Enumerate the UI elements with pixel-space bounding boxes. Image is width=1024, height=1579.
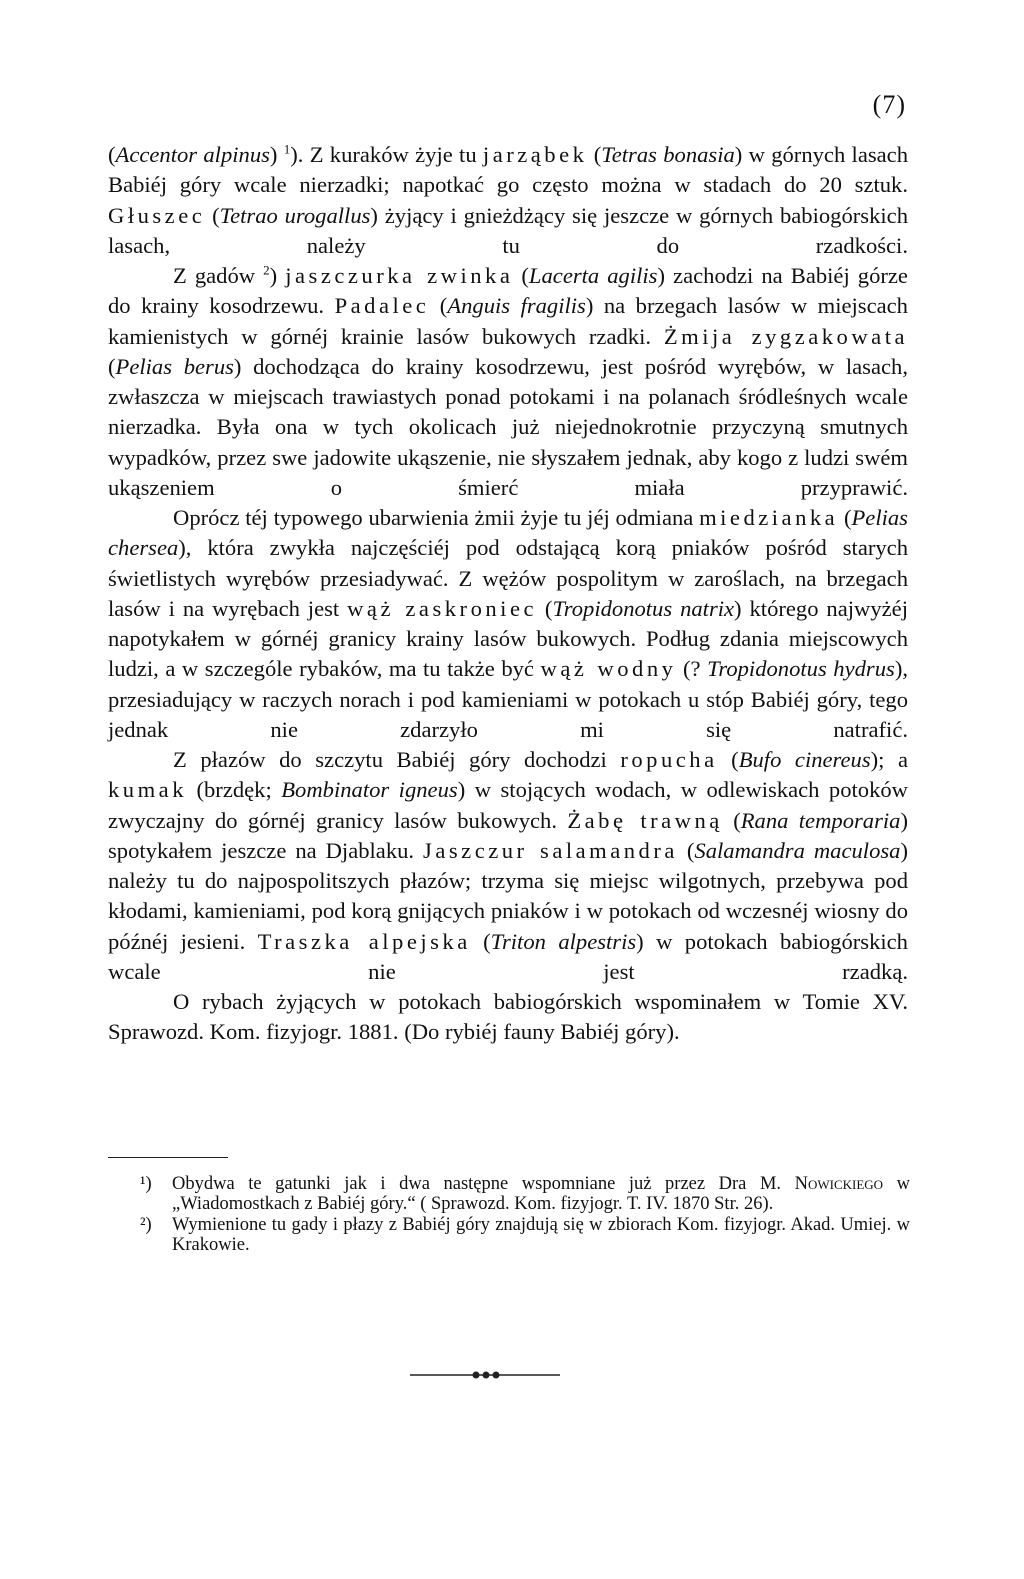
- text-run: (: [587, 142, 602, 167]
- text-run: ) w stojących wodach, w odlewiskach potoków zwyczajny do górnéj granicy lasów bukowych.: [108, 777, 909, 833]
- text-run: ) żyjący i gnieżdżący się jeszcze w górnych babiogórskich lasach, należy tu do rzadkości.: [108, 202, 908, 258]
- footnote-ref: 2: [263, 262, 270, 278]
- latin-name: Tropidonotus hydrus: [707, 656, 895, 682]
- text-run: Obydwa te gatunki jak i dwa następne wspomniane już przez Dra M.: [172, 1174, 795, 1194]
- paragraph: [108, 261, 908, 503]
- species-name-spaced: Żmija zygzakowata: [663, 323, 908, 349]
- species-name-spaced: wąż zaskroniec: [347, 595, 537, 621]
- text-run: w „Wiadomostkach z Babiéj góry.“ ( Sprawozd. Kom. fizyjogr. T. IV. 1870 Str. 26).: [172, 1174, 910, 1214]
- latin-name: Accentor alpinus: [115, 142, 270, 167]
- species-name-spaced: ropucha: [620, 747, 718, 772]
- species-name-spaced: Traszka alpejska: [257, 928, 471, 954]
- latin-name: Tetras bonasia: [601, 142, 735, 167]
- footnote-mark: ²): [140, 1215, 152, 1235]
- author-name: Nowickiego: [794, 1174, 884, 1194]
- latin-name: Pelias chersea: [108, 505, 908, 561]
- text-run: (: [677, 837, 695, 863]
- page-number: (7): [872, 90, 906, 119]
- text-run: ) którego najwyżéj napotykałem w górnéj granicy krainy lasów bukowych. Podług zdania miejscowych ludzi, a w szczególe rybaków, ma tu także być: [108, 595, 908, 682]
- paragraph: [108, 745, 908, 987]
- text-run: (: [838, 505, 852, 530]
- latin-name: Bufo cinereus: [738, 747, 871, 772]
- text-run: ): [269, 142, 284, 167]
- text-run: ) dochodząca do krainy kosodrzewu, jest pośród wyrębów, w lasach, zwłaszcza w miejscach trawiastych ponad potokami i na polanach śródleśnych wcale nierzadka. Była ona w tych okolicach już niejednokrotnie przyczyną smutnych wypadków, przez swe jadowite ukąszenie, nie słyszałem jednak, aby kogo z ludzi swém ukąszeniem o śmierć miała przyprawić.: [108, 353, 908, 500]
- text-run: ) na brzegach lasów w miejscach kamienistych w górnéj krainie lasów bukowych rzadki.: [108, 293, 908, 349]
- text-run: ) w potokach babiogórskich wcale nie jest rzadką.: [108, 928, 908, 984]
- footnote-text: [172, 1216, 910, 1255]
- text-run: (: [513, 263, 529, 288]
- species-name-spaced: Głuszec: [108, 202, 206, 228]
- text-run: (: [429, 293, 448, 319]
- latin-name: Triton alpestris: [490, 928, 637, 954]
- text-run: (?: [676, 656, 708, 682]
- text-run: ) należy tu do najpospolitszych płazów; trzyma się miejsc wilgotnych, przebywa pod kłodami, kamieniami, pod korą gnijących pniaków i w potokach od wczesnéj wiosny do późnéj jesieni.: [108, 837, 908, 954]
- text-run: Z płazów do szczytu Babiéj góry dochodzi: [173, 747, 621, 772]
- latin-name: Bombinator igneus: [281, 777, 458, 803]
- footnote-rule: [108, 1157, 228, 1158]
- footnote-ref: 1: [283, 141, 291, 157]
- latin-name: Lacerta agilis: [528, 263, 658, 288]
- species-name-spaced: miedzianka: [699, 505, 839, 530]
- end-ornament: [410, 1365, 560, 1385]
- species-name-spaced: kumak: [108, 777, 187, 803]
- latin-name: Salamandra maculosa: [694, 837, 901, 863]
- footnote-mark: ¹): [140, 1174, 152, 1194]
- latin-name: Rana temporaria: [740, 807, 901, 833]
- text-run: (: [722, 807, 741, 833]
- text-run: (brzdęk;: [187, 777, 282, 803]
- text-run: ) spotykałem jeszcze na Djablaku.: [108, 807, 908, 863]
- species-name-spaced: Jaszczur salamandra: [423, 837, 678, 863]
- latin-name: Tropidonotus natrix: [552, 595, 735, 621]
- paragraph: [108, 503, 908, 745]
- footnote: [140, 1175, 910, 1214]
- text-run: (: [717, 747, 739, 772]
- text-run: ) w górnych lasach Babiéj góry wcale nierzadki; napotkać go często można w stadach do 20 sztuk.: [108, 142, 908, 198]
- latin-name: Pelias berus: [115, 353, 234, 379]
- latin-name: Anguis fragilis: [447, 293, 586, 319]
- text-run: Wymienione tu gady i płazy z Babiéj góry znajdują się w zbiorach Kom. fizyjogr. Akad. Umiej. w Krakowie.: [172, 1215, 910, 1255]
- species-name-spaced: Padalec: [334, 293, 430, 319]
- text-run: ); a: [870, 747, 908, 772]
- body-text: [108, 140, 908, 1048]
- text-run: Z gadów: [173, 263, 264, 288]
- latin-name: Tetrao urogallus: [219, 202, 371, 228]
- text-run: ): [269, 263, 286, 288]
- text-run: ), która zwykła najczęściéj pod odstającą korą pniaków pośród starych świetlistych wyrębów przesiadywać. Z wężów pospolitym w zaroślach, na brzegach lasów i na wyrębach jest: [108, 535, 908, 621]
- species-name-spaced: jaszczurka zwinka: [285, 263, 514, 288]
- text-run: (: [108, 353, 116, 379]
- text-run: Oprócz téj typowego ubarwienia żmii żyje tu jéj odmiana: [173, 505, 700, 530]
- text-run: (: [537, 595, 553, 621]
- paragraph: [108, 987, 908, 1048]
- paragraph: [108, 140, 908, 261]
- text-run: (: [470, 928, 491, 954]
- text-run: (: [205, 202, 220, 228]
- footnote: [140, 1216, 910, 1255]
- text-run: ). Z kuraków żyje tu: [290, 142, 483, 167]
- footnotes: [140, 1175, 910, 1257]
- species-name-spaced: jarząbek: [482, 142, 588, 167]
- text-run: ), przesiadujący w raczych norach i pod kamieniami w potokach u stóp Babiéj góry, tego jednak nie zdarzyło mi się natrafić.: [108, 656, 908, 742]
- text-run: (: [108, 142, 116, 167]
- footnote-text: [172, 1175, 910, 1214]
- species-name-spaced: Żabę trawną: [567, 807, 723, 833]
- text-run: O rybach żyjących w potokach babiogórskich wspominałem w Tomie XV. Sprawozd. Kom. fizyjogr. 1881. (Do rybiéj fauny Babiéj góry).: [108, 989, 908, 1045]
- species-name-spaced: wąż wodny: [540, 656, 677, 682]
- text-run: ) zachodzi na Babiéj górze do krainy kosodrzewu.: [108, 263, 908, 319]
